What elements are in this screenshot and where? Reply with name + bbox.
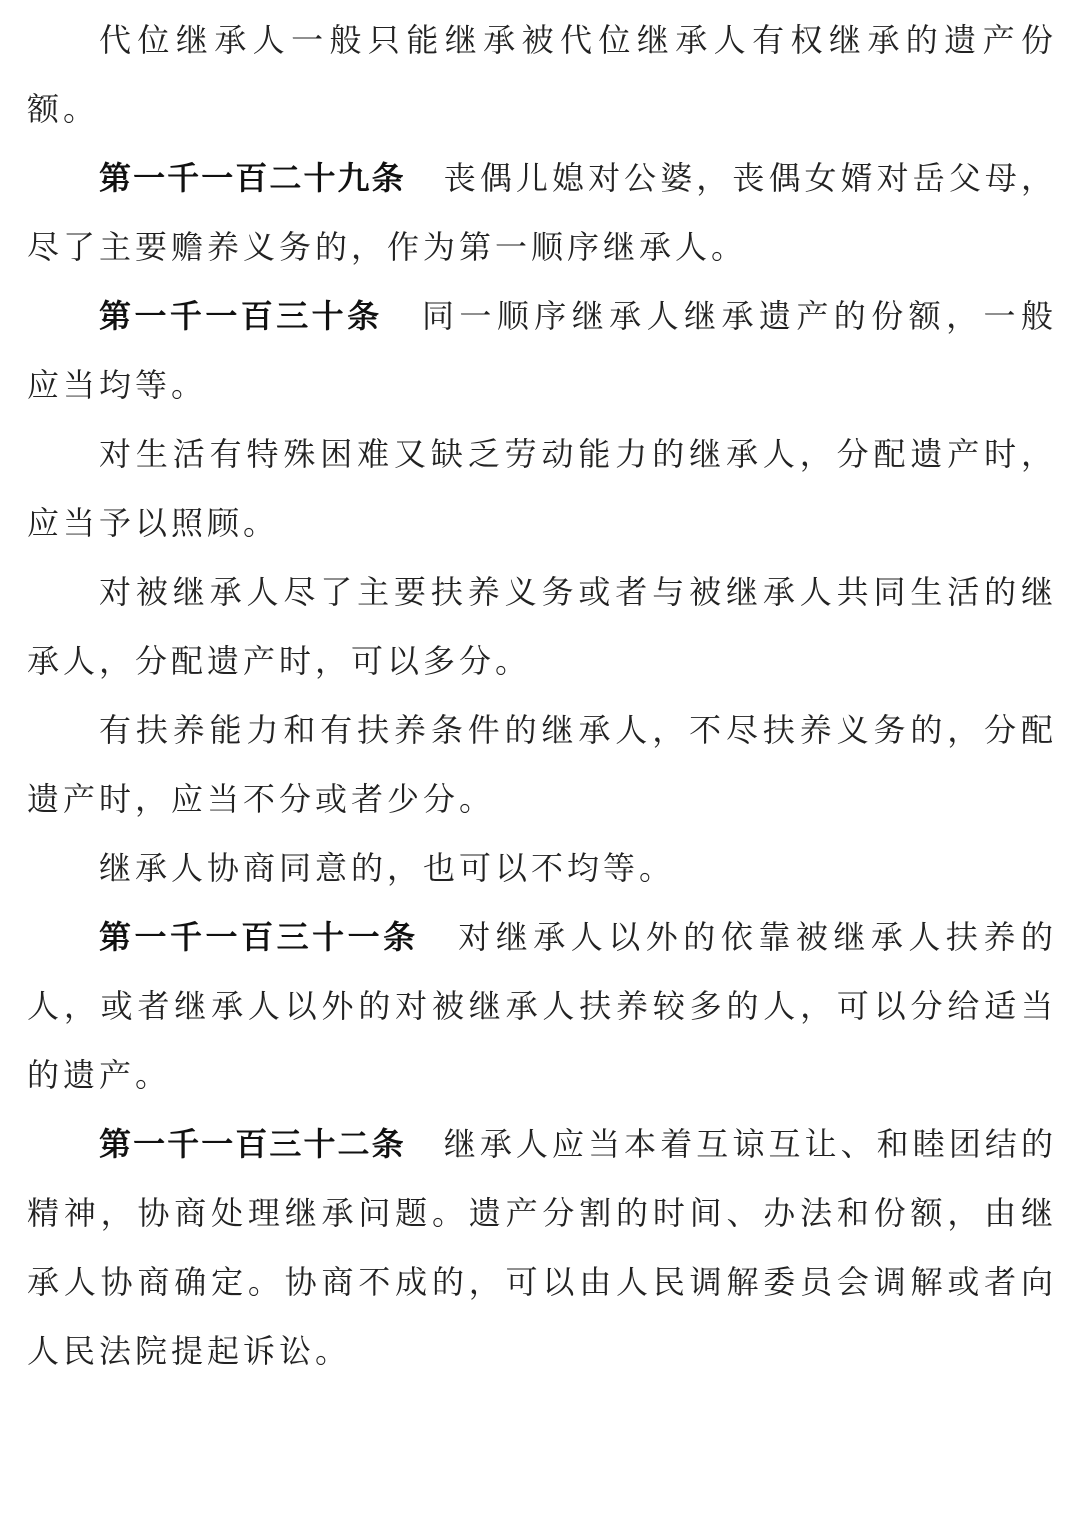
article-1130-clause-5: [27, 834, 1057, 903]
article-1131: [27, 903, 1057, 1110]
article-text: 同一顺序继承人继承遗产的份额，一般应当均等。: [27, 297, 1057, 404]
article-1130-clause-4: [27, 696, 1057, 834]
paragraph-text: 有扶养能力和有扶养条件的继承人，不尽扶养义务的，分配遗产时，应当不分或者少分。: [27, 711, 1057, 818]
article-1130: [27, 282, 1057, 420]
paragraph-text: 对生活有特殊困难又缺乏劳动能力的继承人，分配遗产时，应当予以照顾。: [27, 435, 1057, 542]
article-number: 第一千一百三十二条: [99, 1125, 406, 1163]
article-number: 第一千一百三十一条: [99, 918, 419, 956]
paragraph-text: 继承人协商同意的，也可以不均等。: [99, 849, 676, 887]
article-text: 对继承人以外的依靠被继承人扶养的人，或者继承人以外的对被继承人扶养较多的人，可以分给适当的遗产。: [27, 918, 1057, 1094]
paragraph-text: 代位继承人一般只能继承被代位继承人有权继承的遗产份额。: [27, 21, 1057, 128]
article-text: 继承人应当本着互谅互让、和睦团结的精神，协商处理继承问题。遗产分割的时间、办法和份额，由继承人协商确定。协商不成的，可以由人民调解委员会调解或者向人民法院提起诉讼。: [27, 1125, 1057, 1370]
article-1130-clause-2: [27, 420, 1057, 558]
article-1129: [27, 144, 1057, 282]
paragraph-text: 对被继承人尽了主要扶养义务或者与被继承人共同生活的继承人，分配遗产时，可以多分。: [27, 573, 1057, 680]
article-number: 第一千一百二十九条: [99, 159, 406, 197]
article-number: 第一千一百三十条: [99, 297, 383, 335]
document-body: [27, 6, 1057, 1386]
paragraph-continuation: [27, 6, 1057, 144]
article-1132: [27, 1110, 1057, 1386]
article-text: 丧偶儿媳对公婆，丧偶女婿对岳父母，尽了主要赡养义务的，作为第一顺序继承人。: [27, 159, 1057, 266]
article-1130-clause-3: [27, 558, 1057, 696]
